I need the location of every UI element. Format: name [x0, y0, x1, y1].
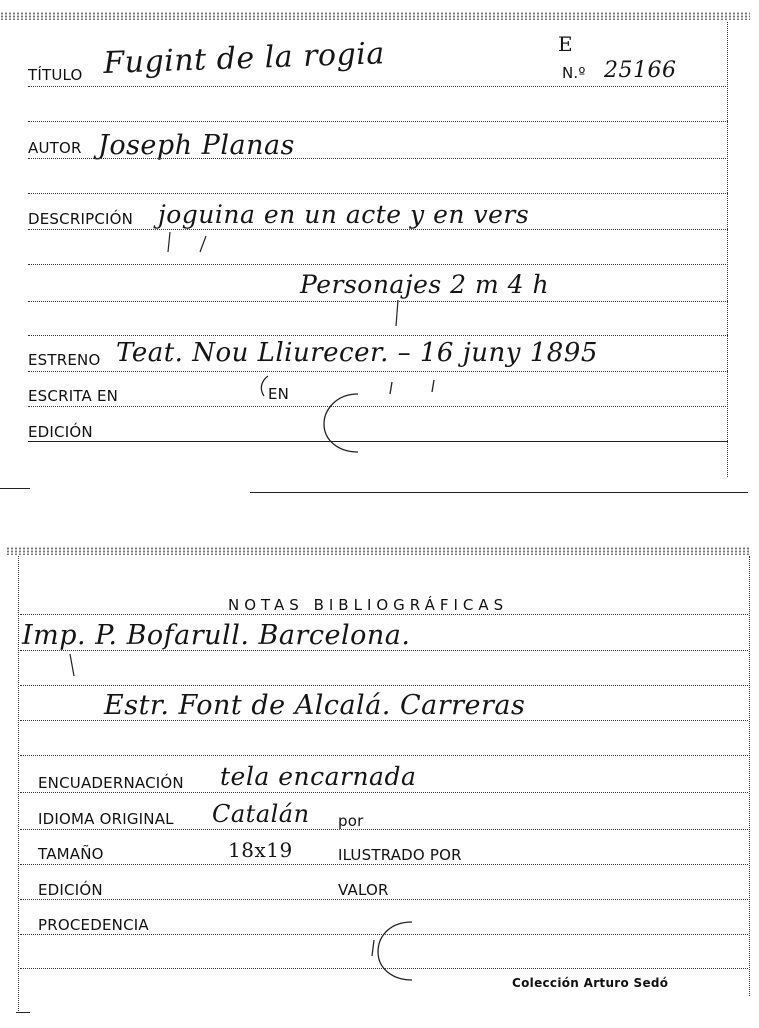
idioma-original-value: Catalán	[212, 800, 310, 828]
encuadernacion-label: ENCUADERNACIÓN	[38, 774, 184, 792]
lower-edicion-rule	[20, 899, 748, 900]
idioma-original-label: IDIOMA ORIGINAL	[38, 810, 174, 828]
lower-pencil-strokes	[60, 650, 180, 690]
lower-card-right-edge	[749, 556, 750, 996]
coleccion-credit: Colección Arturo Sedó	[512, 976, 669, 990]
upper-card-bottom-edge	[0, 488, 30, 489]
escrita-en-label: ESCRITA EN	[28, 387, 119, 405]
estreno-value: Teat. Nou Lliurecer. – 16 juny 1895	[116, 338, 598, 368]
lower-top-edge-speckle	[6, 547, 751, 555]
valor-label: VALOR	[338, 881, 389, 899]
tamano-label: TAMAÑO	[38, 845, 104, 863]
estreno-label: ESTRENO	[28, 351, 101, 369]
autor-value: Joseph Planas	[98, 130, 295, 161]
encuadernacion-rule	[20, 792, 748, 793]
titulo-value: Fugint de la rogia	[102, 36, 386, 81]
edicion-label: EDICIÓN	[28, 423, 93, 441]
escrita-en-rule	[28, 406, 728, 407]
upper-card-bottom-edge-right	[250, 492, 748, 493]
number-label: N.º	[562, 64, 586, 82]
ilustrado-por-label: ILUSTRADO POR	[338, 846, 462, 864]
idioma-original-rule	[20, 829, 748, 830]
por-label: por	[338, 812, 364, 830]
titulo-label: TÍTULO	[28, 66, 83, 84]
lower-edicion-label: EDICIÓN	[38, 881, 103, 899]
descripcion-value: joguina en un acte y en vers	[158, 200, 530, 229]
upper-blank-rule-1	[28, 121, 728, 122]
escrita-en-en-label: EN	[268, 385, 290, 403]
upper-blank-rule-2	[28, 193, 728, 194]
descripcion-value-2: Personajes 2 m 4 h	[300, 270, 550, 299]
autor-rule	[28, 158, 728, 159]
edicion-rule	[28, 441, 728, 442]
lower-rule-4	[20, 755, 748, 756]
upper-pencil-strokes	[250, 372, 450, 402]
notes-line-1: Imp. P. Bofarull. Barcelona.	[22, 620, 411, 651]
upper-desc-strokes	[160, 226, 460, 336]
autor-label: AUTOR	[28, 139, 82, 157]
number-value: 25166	[604, 58, 677, 83]
tamano-value: 18x19	[228, 838, 293, 862]
lower-rule-heading	[20, 614, 748, 615]
lower-punch-hole-mark	[368, 918, 428, 988]
top-edge-speckle	[0, 12, 750, 20]
upper-card-right-edge	[727, 22, 728, 477]
number-mark: E	[558, 32, 574, 56]
lower-card-bottom-corner	[16, 1012, 30, 1013]
lower-rule-3	[20, 720, 748, 721]
lower-card-left-edge	[18, 556, 19, 1011]
notes-line-2: Estr. Font de Alcalá. Carreras	[104, 690, 526, 721]
procedencia-label: PROCEDENCIA	[38, 916, 149, 934]
titulo-rule	[28, 86, 728, 87]
encuadernacion-value: tela encarnada	[220, 762, 417, 791]
descripcion-label: DESCRIPCIÓN	[28, 210, 134, 228]
tamano-rule	[20, 864, 748, 865]
notas-bibliograficas-heading: NOTAS BIBLIOGRÁFICAS	[228, 596, 509, 614]
